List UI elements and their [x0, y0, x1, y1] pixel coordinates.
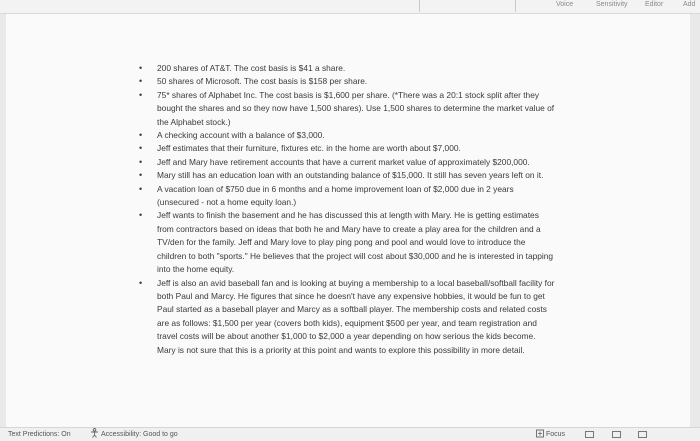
print-layout-icon[interactable] — [612, 431, 621, 438]
focus-button[interactable]: Focus — [546, 431, 566, 438]
ribbon-separator — [419, 0, 420, 12]
list-item — [131, 62, 556, 75]
list-item-text: Jeff estimates that their furniture, fixtures etc. in the home are worth about $7,000. — [157, 143, 461, 154]
bullet-icon: • — [139, 170, 143, 181]
list-item-text: A vacation loan of $750 due in 6 months and a home improvement loan of $2,000 due in 2 years (unsecured - not a home equity loan.) — [157, 183, 514, 208]
accessibility-icon — [90, 428, 99, 441]
list-item — [131, 75, 556, 88]
list-item — [131, 209, 556, 276]
ribbon-separator — [515, 0, 516, 12]
bullet-icon: • — [139, 89, 143, 100]
ribbon-bar — [0, 0, 700, 14]
list-item — [131, 169, 556, 182]
list-item-text: Jeff is also an avid baseball fan and is looking at buying a membership to a local baseball/softball facility for both Paul and Marcy. He figures that since he doesn't have any expensive hobbies, it would be fun to get Paul started as a baseball player and Marcy as a softball player. The membership costs and related costs are as follows: $1,500 per year (covers both kids), equipment $500 per year, and team registration and travel costs will be about another $1,000 to $2,000 a year depending on how serious the kids become. Mary is not sure that this is a priority at this point and wants to explore this possibility in more detail. — [157, 277, 555, 355]
list-item-text: Jeff and Mary have retirement accounts that have a current market value of approximately $200,000. — [157, 156, 530, 167]
add-button[interactable]: Add — [683, 1, 696, 8]
bullet-icon: • — [139, 210, 143, 221]
status-bar — [0, 427, 700, 441]
list-item — [131, 142, 556, 155]
read-mode-icon[interactable] — [585, 431, 594, 438]
editor-button[interactable]: Editor — [645, 1, 664, 8]
bullet-icon: • — [139, 277, 143, 288]
bullet-icon: • — [139, 63, 143, 73]
list-item-text: 50 shares of Microsoft. The cost basis is $158 per share. — [157, 76, 368, 87]
web-layout-icon[interactable] — [638, 431, 647, 438]
voice-button[interactable]: Voice — [556, 1, 574, 8]
list-item — [131, 277, 556, 357]
bullet-icon: • — [139, 183, 143, 194]
list-item-text: Jeff wants to finish the basement and he has discussed this at length with Mary. He is getting estimates from contractors based on ideas that both he and Mary have to create a play area for the children and a TV/den for the family. Jeff and Mary love to play ping pong and pool and would love to introduce the children to both "sports." He believes that the project will cost about $30,000 and he is interested in tapping into the home equity. — [157, 210, 554, 275]
list-item-text: 75* shares of Alphabet Inc. The cost basis is $1,600 per share. (*There was a 20:1 stock split after they bought the shares and so they now have 1,500 shares). Use 1,500 shares to determine the market value of the Alphabet stock.) — [157, 89, 555, 127]
document-content[interactable] — [131, 62, 556, 357]
accessibility-status[interactable]: Accessibility: Good to go — [101, 431, 178, 438]
focus-icon — [536, 428, 544, 441]
list-item — [131, 156, 556, 169]
bullet-icon: • — [139, 130, 143, 141]
bullet-icon: • — [139, 76, 143, 87]
list-item-text: A checking account with a balance of $3,000. — [157, 130, 325, 141]
document-page[interactable] — [6, 14, 690, 427]
list-item-text: 200 shares of AT&T. The cost basis is $41 a share. — [157, 63, 346, 73]
list-item — [131, 183, 556, 210]
bullet-list — [131, 62, 556, 357]
text-predictions-status[interactable]: Text Predictions: On — [8, 431, 71, 438]
list-item — [131, 89, 556, 129]
bullet-icon: • — [139, 143, 143, 154]
list-item — [131, 129, 556, 142]
list-item-text: Mary still has an education loan with an outstanding balance of $15,000. It still has seven years left on it. — [157, 170, 544, 181]
bullet-icon: • — [139, 156, 143, 167]
sensitivity-button[interactable]: Sensitivity — [596, 1, 628, 8]
